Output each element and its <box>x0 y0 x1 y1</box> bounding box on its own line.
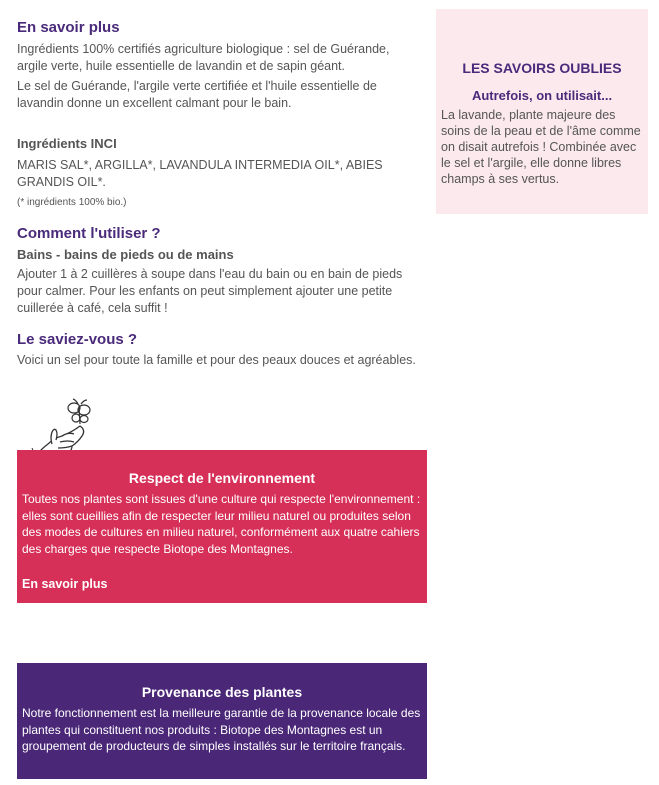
forgotten-knowledge-panel <box>436 9 648 214</box>
aside-title: LES SAVOIRS OUBLIES <box>462 60 622 76</box>
environment-more-link[interactable]: En savoir plus <box>22 577 108 591</box>
more-info-paragraph-2: Le sel de Guérande, l'argile verte certifiée et l'huile essentielle de lavandin donne un excellent calmant pour le bain. <box>17 79 377 110</box>
environment-box <box>17 450 427 603</box>
inci-text: MARIS SAL*, ARGILLA*, LAVANDULA INTERMEDIA OIL*, ABIES GRANDIS OIL*. <box>17 158 383 189</box>
more-info-paragraph-1: Ingrédients 100% certifiés agriculture biologique : sel de Guérande, argile verte, huile essentielle de lavandin et de sapin géant. <box>17 42 390 73</box>
provenance-text: Notre fonctionnement est la meilleure garantie de la provenance locale des plantes qui constituent nos produits : Biotope des Montagnes est un groupement de producteurs de simples installés sur le territoire français. <box>22 706 421 753</box>
provenance-title: Provenance des plantes <box>141 684 303 700</box>
usage-text: Ajouter 1 à 2 cuillères à soupe dans l'eau du bain ou en bain de pieds pour calmer. Pour les enfants on peut simplement ajouter une petite cuillerée à café, cela suffit ! <box>17 267 403 315</box>
usage-subheading: Bains - bains de pieds ou de mains <box>17 247 234 262</box>
inci-note: (* ingrédients 100% bio.) <box>17 197 127 208</box>
aside-text: La lavande, plante majeure des soins de la peau et de l'âme comme on disait autrefois ! Combinée avec le sel et l'argile, elle donne libres champs à ses vertus. <box>441 108 641 186</box>
environment-title: Respect de l'environnement <box>128 470 316 486</box>
more-info-heading: En savoir plus <box>17 19 120 36</box>
provenance-box <box>17 663 427 779</box>
usage-heading: Comment l'utiliser ? <box>17 225 161 242</box>
did-you-know-heading: Le saviez-vous ? <box>17 331 138 348</box>
did-you-know-text: Voici un sel pour toute la famille et pour des peaux douces et agréables. <box>17 353 416 367</box>
aside-subtitle: Autrefois, on utilisait... <box>471 88 613 103</box>
inci-heading: Ingrédients INCI <box>17 136 117 151</box>
environment-text: Toutes nos plantes sont issues d'une culture qui respecte l'environnement : elles sont cueillies afin de respecter leur milieu naturel ou produites selon des modes de cultures en milieu naturel, conformément aux quatre cahiers des charges que respecte Biotope des Montagnes. <box>22 492 421 556</box>
